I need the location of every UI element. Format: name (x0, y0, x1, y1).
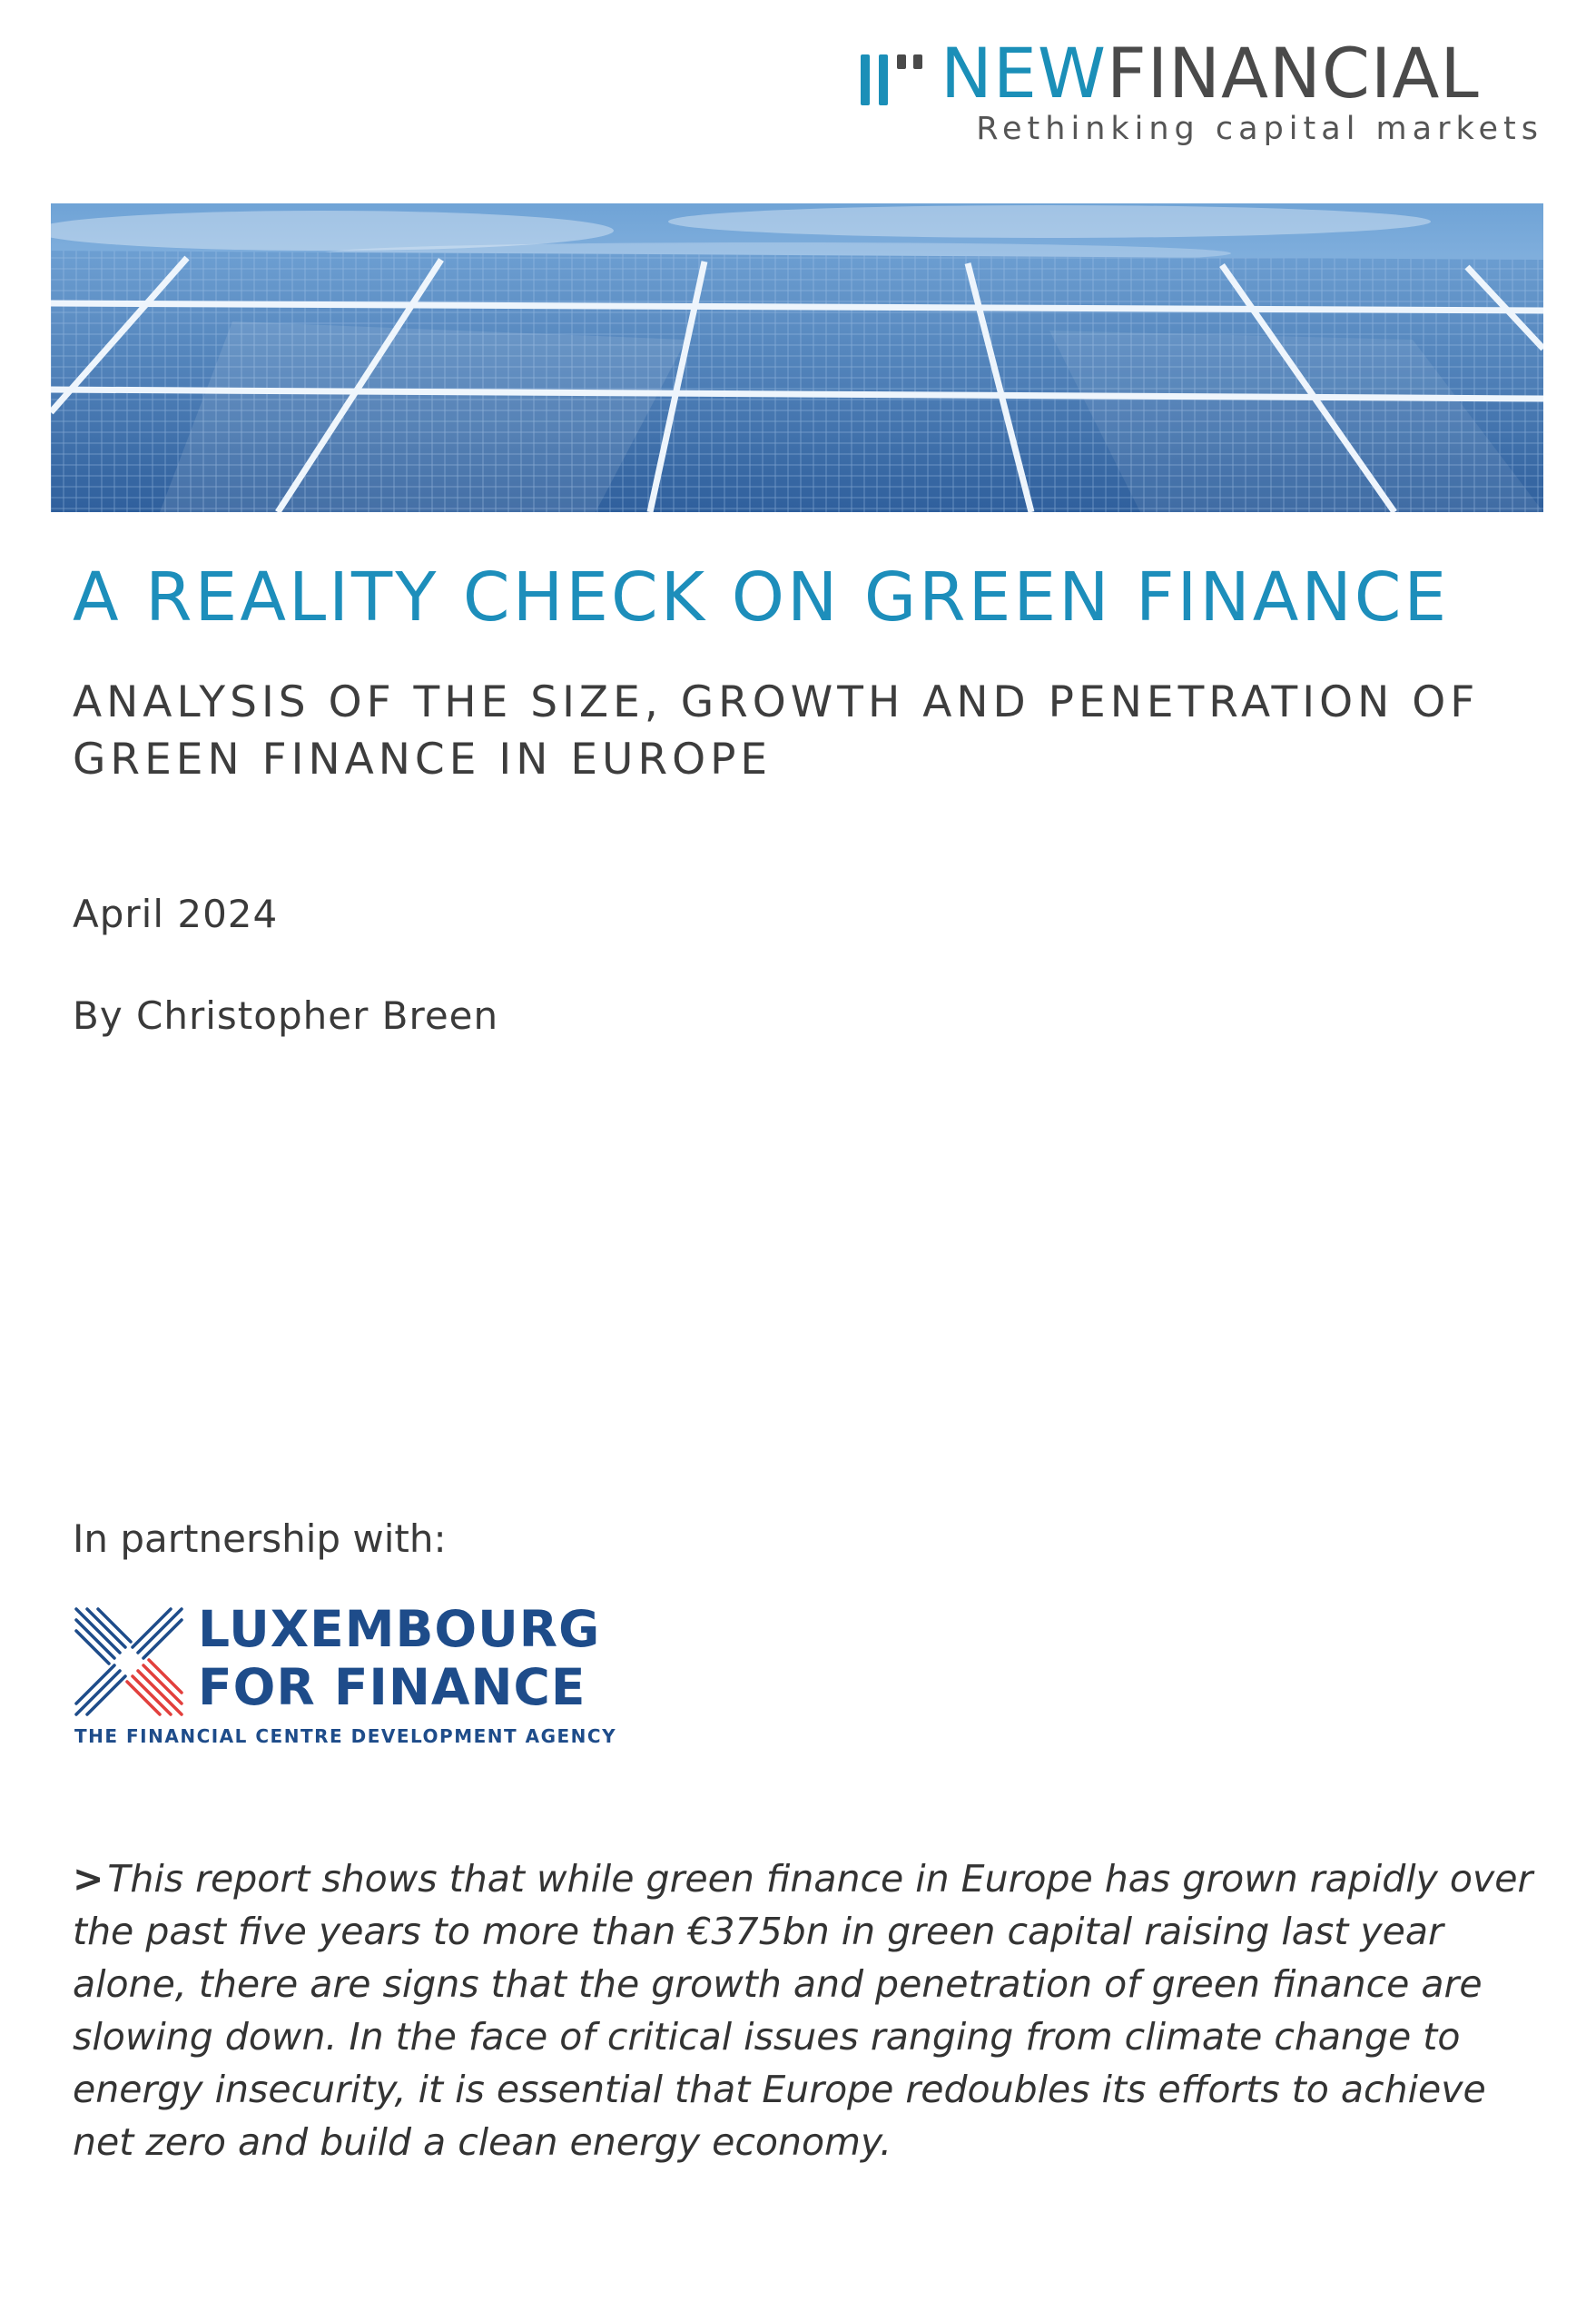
new-financial-logo (861, 33, 1543, 149)
summary-text: This report shows that while green finance in Europe has grown rapidly over the past five years to more than €375bn in green capital raising last year alone, there are signs that the growth and penetration of green finance are slowing down. In the face of critical issues ranging from climate change to energy insecurity, it is essential that Europe redoubles its efforts to achieve net zero and build a clean energy economy. (73, 1857, 1533, 2164)
brand-name (941, 33, 1480, 114)
brand-name-part2: FINANCIAL (1107, 33, 1480, 114)
partner-name-line1: LUXEMBOURG (198, 1600, 601, 1658)
luxembourg-for-finance-x-icon (73, 1605, 185, 1718)
brand-name-part1: NEW (941, 33, 1108, 114)
solar-panels-image (51, 203, 1543, 512)
report-subtitle: ANALYSIS OF THE SIZE, GROWTH AND PENETRATION OF GREEN FINANCE IN EUROPE (73, 677, 1480, 785)
summary-marker: > (73, 1857, 104, 1901)
report-date: April 2024 (73, 892, 279, 936)
report-author: By Christopher Breen (73, 993, 499, 1038)
partner-name (198, 1600, 600, 1716)
partnership-label: In partnership with: (73, 1516, 447, 1561)
solar-panels-banner (51, 203, 1543, 512)
luxembourg-for-finance-logo (73, 1600, 617, 1751)
brand-tagline: Rethinking capital markets (976, 111, 1543, 147)
partner-name-line2: FOR FINANCE (198, 1658, 586, 1716)
report-title: A REALITY CHECK ON GREEN FINANCE (73, 558, 1450, 637)
partner-tagline: THE FINANCIAL CENTRE DEVELOPMENT AGENCY (74, 1725, 617, 1747)
report-summary (73, 1852, 1543, 2168)
new-financial-bars-icon (861, 45, 926, 100)
